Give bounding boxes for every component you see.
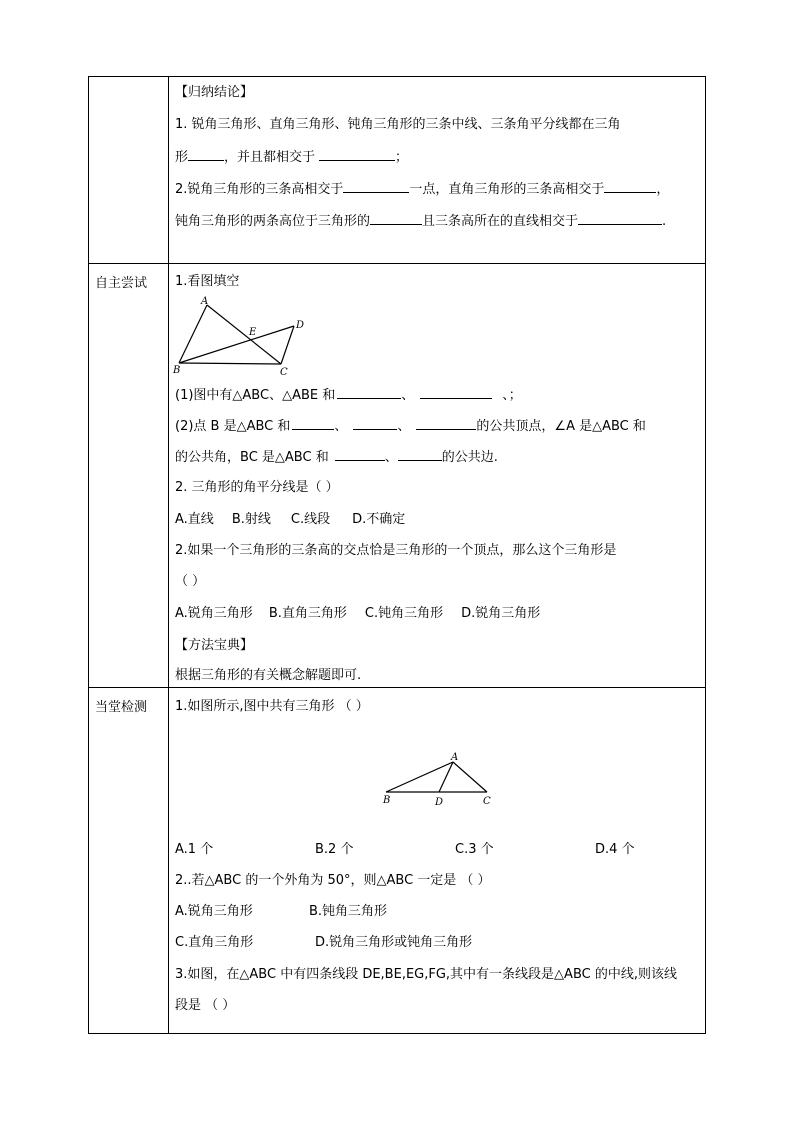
check-question-1: 1.如图所示,图中共有三角形 （ ） [175, 699, 369, 714]
question-3-line-1: 2.如果一个三角形的三条高的交点恰是三角形的一个顶点，那么这个三角形是 [175, 543, 617, 558]
option-b[interactable]: B.2 个 [315, 842, 354, 857]
point-label-d: D [296, 320, 305, 331]
answer-blank[interactable] [398, 448, 442, 461]
row-label: 自主尝试 [95, 276, 148, 291]
fill-in-3 [175, 448, 498, 466]
answer-blank[interactable] [353, 417, 397, 430]
text: . [662, 214, 667, 229]
point-label-b: B [173, 365, 181, 376]
worksheet-table [88, 76, 706, 1034]
text: 形 [175, 150, 189, 165]
point-label-a: A [451, 752, 459, 763]
text: 、 [401, 388, 415, 403]
text: 、 [334, 419, 348, 434]
answer-blank[interactable] [578, 212, 662, 225]
summary-line-4 [175, 212, 666, 230]
text: 且三条高所在的直线相交于 [422, 214, 579, 229]
answer-blank[interactable] [370, 212, 422, 225]
question-2-options [175, 512, 405, 528]
fill-in-2 [175, 417, 646, 435]
check-question-3-line-1: 3.如图，在△ABC 中有四条线段 DE,BE,EG,FG,其中有一条线段是△ABC 的中线,则该线 [175, 967, 677, 982]
row-self-try [89, 264, 705, 688]
option-d[interactable]: D.锐角三角形或钝角三角形 [315, 935, 473, 950]
option-c[interactable]: C.直角三角形 [175, 935, 254, 950]
text: 、 [384, 450, 398, 465]
option-c[interactable]: C.钝角三角形 [364, 606, 444, 621]
summary-line-1: 1. 锐角三角形、直角三角形、钝角三角形的三条中线、三条角平分线都在三角 [175, 117, 621, 132]
summary-line-3 [175, 180, 669, 198]
text: 2.锐角三角形的三条高相交于 [175, 182, 344, 197]
row-summary [89, 77, 705, 264]
triangle-figure-abdc [379, 752, 499, 814]
text: ，并且都相交于 [224, 150, 316, 165]
answer-blank[interactable] [416, 417, 476, 430]
check-question-3-line-2: 段是 （ ） [175, 998, 236, 1013]
answer-blank[interactable] [188, 148, 224, 161]
answer-blank[interactable] [335, 448, 385, 461]
answer-blank[interactable] [292, 417, 334, 430]
option-b[interactable]: B.直角三角形 [268, 606, 347, 621]
text: 的公共边. [441, 450, 498, 465]
answer-blank[interactable] [319, 148, 395, 161]
option-b[interactable]: B.射线 [231, 512, 271, 527]
option-c[interactable]: C.线段 [290, 512, 331, 527]
point-label-c: C [280, 367, 288, 378]
text: (2)点 B 是△ABC 和 [175, 419, 291, 434]
question-2: 2. 三角形的角平分线是（ ） [175, 480, 339, 495]
fill-in-1 [175, 386, 522, 404]
text: 的公共顶点，∠A 是△ABC 和 [476, 419, 646, 434]
method-heading: 【方法宝典】 [175, 638, 254, 653]
text: ； [395, 150, 409, 165]
row-label-cell [89, 688, 169, 1033]
option-d[interactable]: D.4 个 [595, 842, 635, 857]
point-label-a: A [201, 296, 209, 307]
option-a[interactable]: A.锐角三角形 [175, 904, 253, 919]
text: 钝角三角形的两条高位于三角形的 [175, 214, 371, 229]
option-b[interactable]: B.钝角三角形 [309, 904, 388, 919]
answer-blank[interactable] [343, 180, 409, 193]
text: 、 [397, 419, 411, 434]
summary-line-2 [175, 148, 408, 166]
option-d[interactable]: D.锐角三角形 [461, 606, 541, 621]
text: 的公共角，BC 是△ABC 和 [175, 450, 329, 465]
method-text: 根据三角形的有关概念解题即可. [175, 668, 362, 683]
option-a[interactable]: A.直线 [175, 512, 214, 527]
point-label-b: B [383, 795, 391, 806]
triangle-figure-abcde [173, 297, 303, 377]
text: (1)图中有△ABC、△ABE 和 [175, 388, 336, 403]
text: ， [656, 182, 670, 197]
answer-blank[interactable] [420, 386, 492, 399]
row-label-cell [89, 77, 169, 263]
row-in-class-check [89, 688, 705, 1033]
check-question-2: 2..若△ABC 的一个外角为 50°，则△ABC 一定是 （ ） [175, 873, 491, 888]
question-1-title: 1.看图填空 [175, 274, 240, 289]
summary-heading: 【归纳结论】 [175, 85, 254, 100]
question-3-line-2: （ ） [175, 574, 206, 589]
option-a[interactable]: A.1 个 [175, 842, 214, 857]
option-d[interactable]: D.不确定 [352, 512, 406, 527]
answer-blank[interactable] [604, 180, 656, 193]
point-label-e: E [249, 327, 257, 338]
answer-blank[interactable] [337, 386, 401, 399]
option-a[interactable]: A.锐角三角形 [175, 606, 253, 621]
row-label-cell [89, 264, 169, 687]
option-c[interactable]: C.3 个 [455, 842, 494, 857]
point-label-c: C [483, 796, 491, 807]
point-label-d: D [435, 797, 444, 808]
row-label: 当堂检测 [95, 700, 148, 715]
question-3-options [175, 606, 540, 622]
text: 一点，直角三角形的三条高相交于 [409, 182, 605, 197]
text: 、； [502, 388, 522, 403]
